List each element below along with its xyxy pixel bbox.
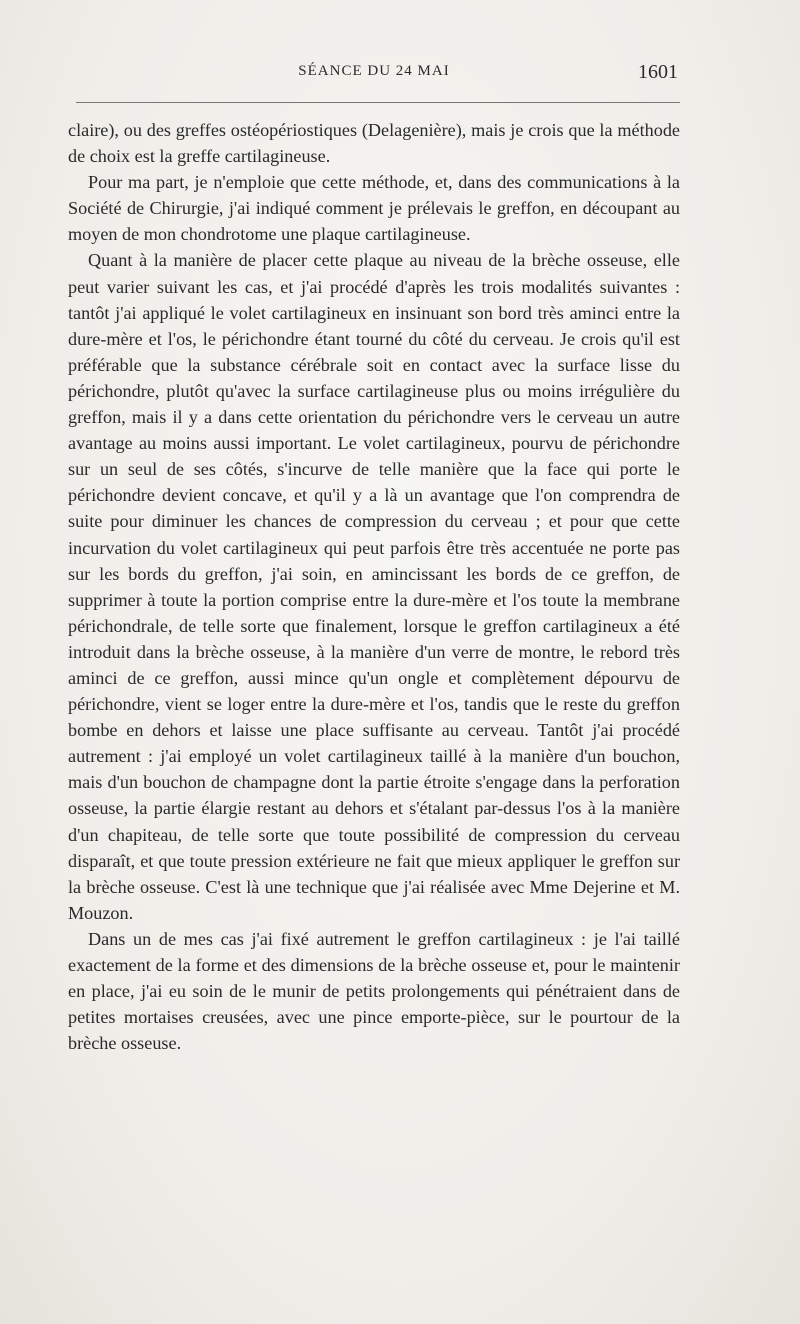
paragraph: Pour ma part, je n'emploie que cette méthode, et, dans des communications à la Société de Chirurgie, j'ai indiqué comment je prélevais le greffon, en découpant au moyen de mon chondrotome une plaque cartilagineuse.: [68, 172, 680, 245]
body-text: [68, 117, 680, 1056]
page-header: [68, 63, 680, 87]
paragraph: claire), ou des greffes ostéopériostiques (Delagenière), mais je crois que la méthode de choix est la greffe cartilagineuse.: [68, 120, 680, 167]
paragraph: Dans un de mes cas j'ai fixé autrement le greffon cartilagineux : je l'ai taillé exactement de la forme et des dimensions de la brèche osseuse et, pour le maintenir en place, j'ai eu soin de le munir de petits prolongements qui pénétraient dans de petites mortaises creusées, avec une pince emporte-pièce, sur le pourtour de la brèche osseuse.: [68, 928, 680, 1054]
header-rule: [76, 102, 680, 103]
running-head: SÉANCE DU 24 MAI: [298, 63, 450, 79]
page-number: 1601: [638, 61, 678, 83]
paragraph: Quant à la manière de placer cette plaque au niveau de la brèche osseuse, elle peut varier suivant les cas, et j'ai procédé d'après les trois modalités suivantes : tantôt j'ai appliqué le volet cartilagineux en insinuant son bord très aminci entre la dure-mère et l'os, le périchondre étant tourné du côté du cerveau. Je crois qu'il est préférable que la substance cérébrale soit en contact avec la surface lisse du périchondre, plutôt qu'avec la surface cartilagineuse plus ou moins irrégulière du greffon, mais il y a dans cette orientation du périchondre vers le cerveau un autre avantage au moins aussi important. Le volet cartilagineux, pourvu de périchondre sur un seul de ses côtés, s'incurve de telle manière que la face qui porte le périchondre devient concave, et qu'il y a là un avantage que l'on comprendra de suite pour diminuer les chances de compression du cerveau ; et pour que cette incurvation du volet cartilagineux qui peut parfois être très accentuée ne porte pas sur les bords du greffon, j'ai soin, en amincissant les bords de ce greffon, de supprimer à toute la portion comprise entre la dure-mère et l'os toute la membrane périchondrale, de telle sorte que finalement, lorsque le greffon cartilagineux a été introduit dans la brèche osseuse, à la manière d'un verre de montre, le rebord très aminci de ce greffon, aussi mince qu'un ongle et complètement dépourvu de périchondre, vient se loger entre la dure-mère et l'os, tandis que le reste du greffon bombe en dehors et laisse une place suffisante au cerveau. Tantôt j'ai procédé autrement : j'ai employé un volet cartilagineux taillé à la manière d'un bouchon, mais d'un bouchon de champagne dont la partie étroite s'engage dans la perforation osseuse, la partie élargie restant au dehors et s'étalant par-dessus l'os à la manière d'un chapiteau, de telle sorte que toute possibilité de compression du cerveau disparaît, et que toute pression extérieure ne fait que mieux appliquer le greffon sur la brèche osseuse. C'est là une technique que j'ai réalisée avec Mme Dejerine et M. Mouzon.: [68, 250, 680, 923]
